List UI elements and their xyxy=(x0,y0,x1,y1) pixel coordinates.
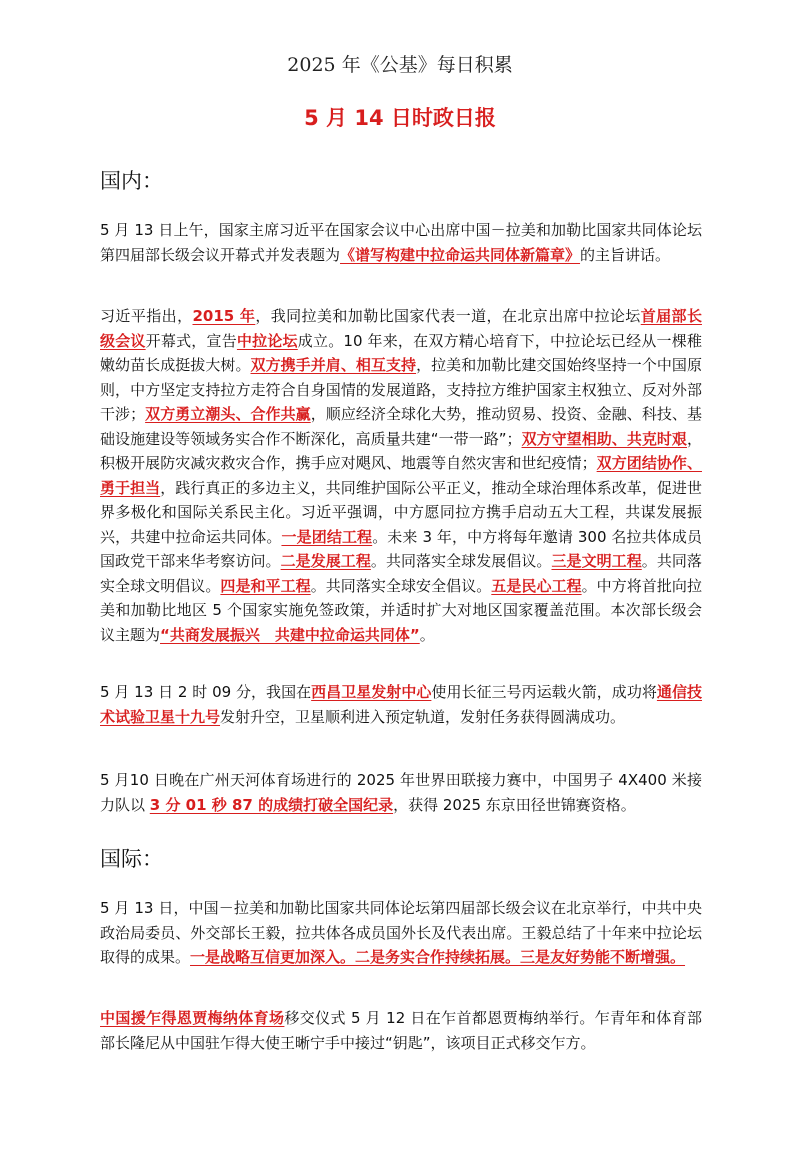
text-run: 使用长征三号丙运载火箭，成功将 xyxy=(431,683,657,701)
highlight-launch-center: 西昌卫星发射中心 xyxy=(311,683,432,701)
text-run: ，顺应经济全球化大势，推动贸易、投资、金融、科技、基础设施建设等领域务实合作不断深化，高质量共建“一带一路”； xyxy=(100,405,702,448)
highlight-first-ministerial: 首届部长级会议 xyxy=(100,307,702,350)
text-run: 。共同落实全球发展倡议。 xyxy=(370,552,552,570)
document-header: 2025 年《公基》每日积累 xyxy=(287,54,513,76)
text-run: ，我同拉美和加勒比国家代表一道，在北京出席中拉论坛 xyxy=(255,307,641,325)
highlight-satellite: 通信技术试验卫星十九号 xyxy=(100,683,702,726)
highlight-win-win: 双方勇立潮头、合作共赢 xyxy=(145,405,311,423)
highlight-speech-title: 《谱写构建中拉命运共同体新篇章》 xyxy=(340,245,581,264)
paragraph-chad-stadium xyxy=(100,1006,702,1055)
highlight-achievements: 一是战略互信更加深入。二是务实合作持续拓展。三是友好势能不断增强。 xyxy=(190,948,686,966)
section-heading-international: 国际： xyxy=(100,847,163,871)
paragraph-satellite-launch xyxy=(100,680,702,729)
text-run: ，积极开展防灾减灾救灾合作，携手应对飓风、地震等自然灾害和世纪疫情； xyxy=(100,429,702,472)
text-run: 5 月10 日晚在广州天河体育场进行的 2025 年世界田联接力赛中，中国男子 4X400 米接力队以 xyxy=(100,771,702,814)
highlight-unity: 双方团结协作、勇于担当 xyxy=(100,454,702,497)
text-run: ，拉美和加勒比建交国始终坚持一个中国原则，中方坚定支持拉方走符合自身国情的发展道路，支持拉方维护国家主权独立、反对外部干涉； xyxy=(100,356,702,423)
paragraph-xi-remarks xyxy=(100,304,702,647)
text-run: 5 月 13 日，中国－拉美和加勒比国家共同体论坛第四届部长级会议在北京举行，中共中央政治局委员、外交部长王毅，拉共体各成员国外长及代表出席。王毅总结了十年来中拉论坛取得的成果。 xyxy=(100,899,702,966)
highlight-watch-help: 双方守望相助、共克时艰 xyxy=(521,429,687,448)
section-heading-domestic: 国内： xyxy=(100,169,163,193)
text-run: 5 月 13 日 2 时 09 分，我国在 xyxy=(100,683,312,701)
text-run: 。共同落实全球文明倡议。 xyxy=(100,552,702,595)
text-run: 。中方将首批向拉美和加勒比地区 5 个国家实施免签政策，并适时扩大对地区国家覆盖范围。本次部长级会议主题为 xyxy=(100,576,702,644)
text-run: 成立。10 年来，在双方精心培育下，中拉论坛已经从一棵稚嫩幼苗长成挺拔大树。 xyxy=(100,331,702,374)
highlight-stadium: 中国援乍得恩贾梅纳体育场 xyxy=(100,1009,285,1027)
highlight-mutual-support: 双方携手并肩、相互支持 xyxy=(250,356,417,374)
text-run: 。 xyxy=(419,625,435,644)
text-run: 移交仪式 5 月 12 日在乍首都恩贾梅纳举行。乍青年和体育部部长隆尼从中国驻乍得大使王晰宁手中接过“钥匙”，该项目正式移交乍方。 xyxy=(100,1009,702,1052)
text-run: 5 月 13 日上午，国家主席习近平在国家会议中心出席中国－拉美和加勒比国家共同体论坛第四届部长级会议开幕式并发表题为 xyxy=(100,221,702,264)
paragraph-wang-yi xyxy=(100,896,702,970)
daily-report-title: 5 月 14 日时政日报 xyxy=(304,106,496,130)
highlight-project-2: 二是发展工程 xyxy=(280,552,371,570)
text-run: ，获得 2025 东京田径世锦赛资格。 xyxy=(393,795,636,814)
text-run: 习近平指出， xyxy=(100,307,193,325)
text-run: 发射升空，卫星顺利进入预定轨道，发射任务获得圆满成功。 xyxy=(220,707,626,726)
text-run: ，践行真正的多边主义，共同维护国际公平正义，推动全球治理体系改革，促进世界多极化和国际关系民主化。习近平强调，中方愿同拉方携手启动五大工程，共谋发展振兴，共建中拉命运共同体。 xyxy=(100,478,702,546)
highlight-forum: 中拉论坛 xyxy=(236,331,298,350)
text-run: 。共同落实全球安全倡议。 xyxy=(310,576,492,595)
highlight-project-3: 三是文明工程 xyxy=(551,552,642,570)
highlight-record: 3 分 01 秒 87 的成绩打破全国纪录 xyxy=(149,795,394,814)
highlight-project-5: 五是民心工程 xyxy=(491,576,582,595)
text-run: 。未来 3 年，中方将每年邀请 300 名拉共体成员国政党干部来华考察访问。 xyxy=(100,527,702,570)
highlight-project-4: 四是和平工程 xyxy=(220,576,311,595)
highlight-2015: 2015 年 xyxy=(192,307,256,325)
text-run: 的主旨讲话。 xyxy=(580,245,671,264)
paragraph-relay-record xyxy=(100,768,702,817)
highlight-theme: “共商发展振兴 共建中拉命运共同体” xyxy=(160,625,420,644)
text-run: 开幕式，宣告 xyxy=(145,331,237,350)
paragraph-forum-speech xyxy=(100,218,702,267)
highlight-project-1: 一是团结工程 xyxy=(281,527,373,546)
